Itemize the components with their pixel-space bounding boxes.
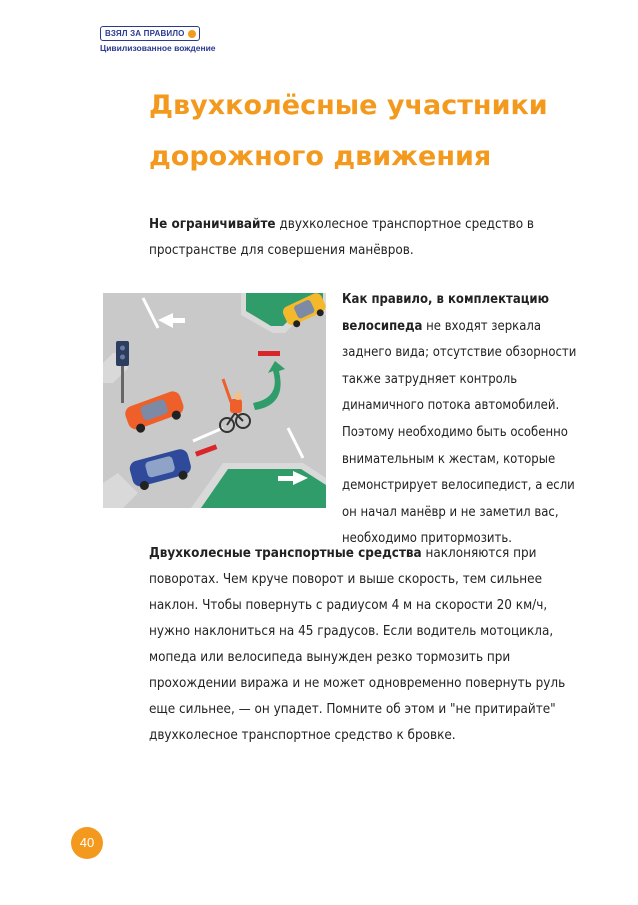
paragraph-leaning-bold: Двухколесные транспортные средства <box>149 546 422 561</box>
paragraph-bicycle <box>342 287 592 553</box>
logo-text: ВЗЯЛ ЗА ПРАВИЛО <box>105 29 185 38</box>
paragraph-intro-text: двухколесное транспортное средство в пространстве для совершения манёвров. <box>149 217 534 258</box>
brand-logo <box>100 23 216 53</box>
paragraph-intro-bold: Не ограничивайте <box>149 217 276 232</box>
paragraph-bicycle-bold: Как правило, в комплектацию велосипеда <box>342 292 549 334</box>
logo-dot-icon <box>188 30 196 38</box>
paragraph-leaning-text: наклоняются при поворотах. Чем круче поворот и выше скорость, тем сильнее наклон. Чтобы повернуть с радиусом 4 м на скорости 20 км/ч, нужно наклониться на 45 градусов. Если водитель мотоцикла, мопеда или велосипеда вынужден резко тормозить при прохождении виража и не может одновременно повернуть руль еще сильнее, — он упадет. Помните об этом и "не притирайте" двухколесное транспортное средство к бровке. <box>149 546 566 743</box>
title-line-1: Двухколёсные участники <box>149 90 548 121</box>
title-line-2: дорожного движения <box>149 141 492 172</box>
page-number: 40 <box>71 827 103 859</box>
paragraph-leaning <box>149 541 589 749</box>
paragraph-intro <box>149 212 589 264</box>
paragraph-bicycle-text: не входят зеркала заднего вида; отсутствие обзорности также затрудняет контроль динамичного потока автомобилей. Поэтому необходимо быть особенно внимательным к жестам, которые демонстрирует велосипедист, а если он начал манёвр и не заметил вас, необходимо притормозить. <box>342 318 577 547</box>
intersection-illustration <box>103 293 326 508</box>
logo-subtitle: Цивилизованное вождение <box>100 43 216 53</box>
logo-badge <box>100 26 200 41</box>
page-title <box>149 80 589 182</box>
